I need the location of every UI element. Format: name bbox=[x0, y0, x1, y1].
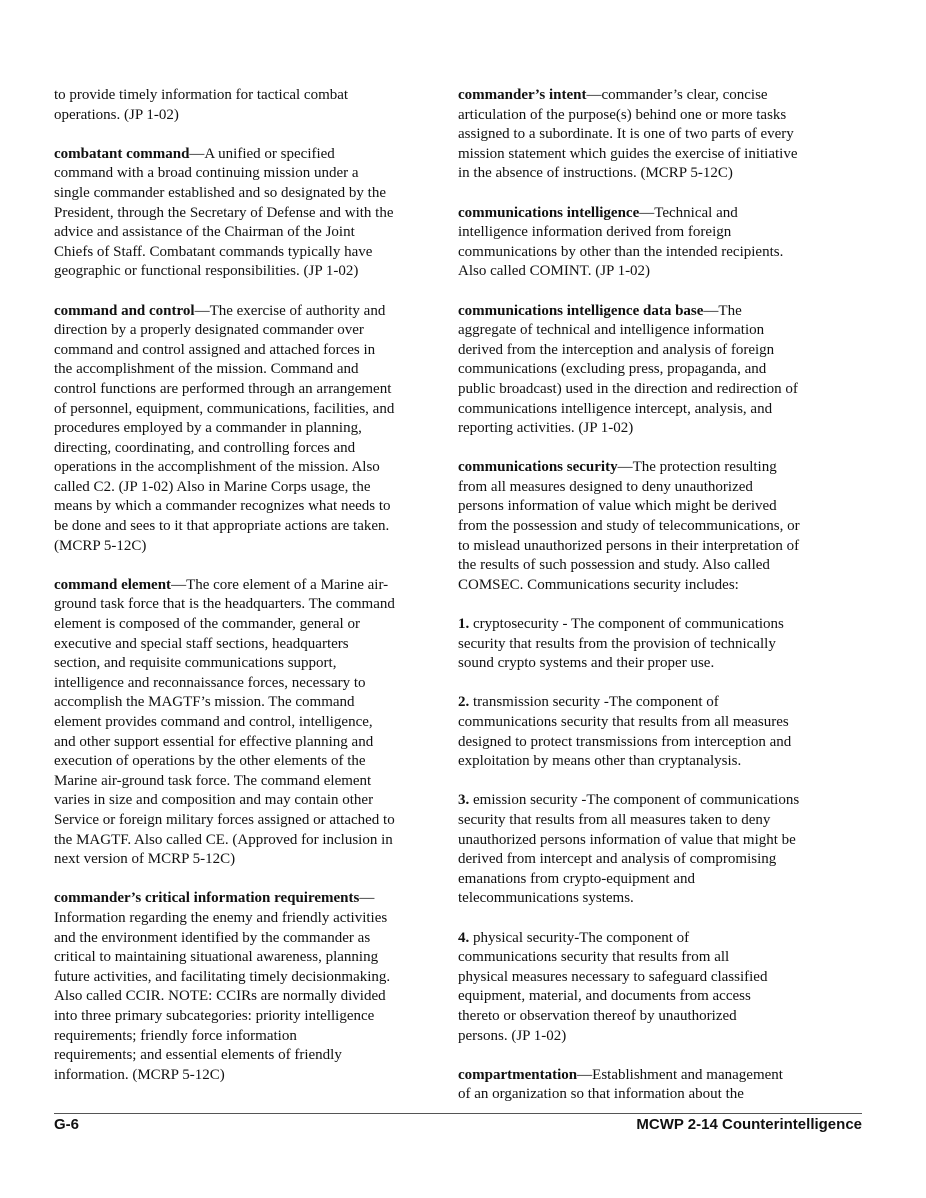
text-line bbox=[458, 889, 848, 909]
text-line bbox=[54, 713, 444, 733]
numbered-item bbox=[458, 693, 848, 771]
glossary-entry bbox=[54, 302, 444, 557]
text-line bbox=[458, 419, 848, 439]
definition-text: physical security-The component of bbox=[469, 929, 690, 946]
text-line bbox=[458, 733, 848, 753]
definition-text: be done and sees to it that appropriate actions are taken. bbox=[54, 518, 390, 535]
definition-text: security that results from all measures taken to deny bbox=[458, 811, 771, 828]
text-line bbox=[458, 262, 848, 282]
definition-text: Chiefs of Staff. Combatant commands typically have bbox=[54, 243, 373, 260]
text-line bbox=[54, 184, 444, 204]
text-line bbox=[458, 243, 848, 263]
text-line bbox=[458, 556, 848, 576]
glossary-term: combatant command bbox=[54, 145, 190, 162]
text-line bbox=[54, 733, 444, 753]
definition-text: security that results from the provision of technically bbox=[458, 635, 776, 652]
glossary-term: 4. bbox=[458, 929, 470, 946]
text-line bbox=[458, 948, 848, 968]
text-line bbox=[54, 615, 444, 635]
text-line bbox=[54, 302, 444, 322]
definition-text: communications by other than the intended recipients. bbox=[458, 243, 784, 260]
text-line bbox=[458, 360, 848, 380]
definition-text: Also called COMINT. (JP 1-02) bbox=[458, 263, 651, 280]
text-line bbox=[54, 929, 444, 949]
definition-text: intelligence and reconnaissance forces, necessary to bbox=[54, 674, 366, 691]
definition-text: sound crypto systems and their proper use. bbox=[458, 655, 715, 672]
text-line bbox=[54, 223, 444, 243]
definition-text: President, through the Secretary of Defense and with the bbox=[54, 204, 394, 221]
text-line bbox=[54, 889, 444, 909]
text-line bbox=[54, 360, 444, 380]
definition-text: —Technical and bbox=[639, 204, 738, 221]
definition-text: reporting activities. (JP 1-02) bbox=[458, 420, 634, 437]
glossary-entry bbox=[458, 86, 848, 184]
definition-text: into three primary subcategories: priority intelligence bbox=[54, 1007, 375, 1024]
definition-text: designed to protect transmissions from interception and bbox=[458, 733, 792, 750]
definition-text: to provide timely information for tactical combat bbox=[54, 87, 349, 103]
text-line bbox=[458, 1027, 848, 1047]
definition-text: accomplish the MAGTF’s mission. The command bbox=[54, 694, 355, 711]
definition-text: transmission security -The component of bbox=[469, 694, 719, 711]
definition-text: Service or foreign military forces assigned or attached to bbox=[54, 811, 395, 828]
definition-text: and the environment identified by the commander as bbox=[54, 929, 371, 946]
text-line bbox=[54, 145, 444, 165]
text-line bbox=[458, 811, 848, 831]
definition-text: exploitation by means other than cryptanalysis. bbox=[458, 753, 742, 770]
publication-title: MCWP 2-14 Counterintelligence bbox=[636, 1116, 862, 1133]
text-line bbox=[458, 497, 848, 517]
text-line bbox=[54, 635, 444, 655]
text-line bbox=[458, 302, 848, 322]
glossary-entry bbox=[54, 576, 444, 870]
definition-text: ground task force that is the headquarters. The command bbox=[54, 596, 395, 613]
glossary-term: 1. bbox=[458, 616, 470, 633]
definition-text: direction by a properly designated commander over bbox=[54, 322, 364, 339]
definition-text: in the absence of instructions. (MCRP 5-12C) bbox=[458, 165, 733, 182]
definition-text: command and control assigned and attached forces in bbox=[54, 341, 376, 358]
definition-text: from the possession and study of telecommunications, or bbox=[458, 518, 800, 535]
definition-text: information. (MCRP 5-12C) bbox=[54, 1066, 225, 1083]
definition-text: —A unified or specified bbox=[189, 145, 335, 162]
text-line bbox=[54, 517, 444, 537]
text-line bbox=[458, 321, 848, 341]
definition-text: communications security that results from all measures bbox=[458, 714, 789, 730]
text-line bbox=[458, 870, 848, 890]
definition-text: derived from intercept and analysis of compromising bbox=[458, 851, 777, 868]
text-line bbox=[54, 204, 444, 224]
text-line bbox=[54, 831, 444, 851]
definition-text: articulation of the purpose(s) behind one or more tasks bbox=[458, 106, 787, 123]
definition-text: from all measures designed to deny unauthorized bbox=[458, 478, 753, 495]
definition-text: future activities, and facilitating timely decisionmaking. bbox=[54, 968, 391, 985]
text-line bbox=[458, 86, 848, 106]
glossary-term: 3. bbox=[458, 792, 470, 809]
text-line bbox=[54, 948, 444, 968]
text-line bbox=[458, 537, 848, 557]
definition-text: means by which a commander recognizes what needs to bbox=[54, 498, 391, 515]
definition-text: derived from the interception and analysis of foreign bbox=[458, 341, 775, 358]
glossary-term: commander’s intent bbox=[458, 87, 587, 103]
text-line bbox=[54, 419, 444, 439]
definition-text: —The core element of a Marine air- bbox=[171, 576, 389, 593]
definition-text: (MCRP 5-12C) bbox=[54, 537, 147, 554]
definition-text: persons information of value which might be derived bbox=[458, 498, 777, 515]
glossary-entry bbox=[458, 458, 848, 595]
text-line bbox=[54, 654, 444, 674]
page-number: G-6 bbox=[54, 1116, 80, 1133]
text-line bbox=[458, 106, 848, 126]
definition-text: executive and special staff sections, headquarters bbox=[54, 635, 349, 652]
text-line bbox=[458, 400, 848, 420]
glossary-term: communications intelligence bbox=[458, 204, 640, 221]
text-line bbox=[54, 772, 444, 792]
definition-text: intelligence information derived from foreign bbox=[458, 224, 732, 241]
text-line bbox=[458, 791, 848, 811]
text-line bbox=[458, 929, 848, 949]
glossary-term: compartmentation bbox=[458, 1066, 578, 1083]
text-line bbox=[458, 1007, 848, 1027]
text-line bbox=[458, 517, 848, 537]
text-line bbox=[458, 693, 848, 713]
text-line bbox=[54, 811, 444, 831]
text-line bbox=[54, 86, 444, 106]
text-line bbox=[54, 262, 444, 282]
text-line bbox=[54, 478, 444, 498]
footer-rule bbox=[54, 1113, 862, 1114]
definition-text: control functions are performed through an arrangement bbox=[54, 380, 392, 397]
definition-text: procedures employed by a commander in planning, bbox=[54, 420, 362, 437]
definition-text: execution of operations by the other elements of the bbox=[54, 753, 366, 770]
glossary-term: command element bbox=[54, 576, 172, 593]
text-line bbox=[458, 204, 848, 224]
definition-text: —Establishment and management bbox=[577, 1066, 783, 1083]
text-line bbox=[458, 831, 848, 851]
glossary-entry bbox=[54, 889, 444, 1085]
definition-text: the accomplishment of the mission. Command and bbox=[54, 361, 359, 378]
definition-text: thereto or observation thereof by unauthorized bbox=[458, 1007, 737, 1024]
definition-text: —The bbox=[703, 302, 742, 319]
glossary-entry bbox=[54, 86, 444, 125]
text-line bbox=[54, 752, 444, 772]
text-line bbox=[458, 654, 848, 674]
text-line bbox=[458, 850, 848, 870]
definition-text: Information regarding the enemy and friendly activities bbox=[54, 909, 388, 926]
text-line bbox=[458, 1066, 848, 1086]
text-line bbox=[54, 909, 444, 929]
text-line bbox=[458, 125, 848, 145]
definition-text: of an organization so that information about the bbox=[458, 1086, 744, 1103]
text-line bbox=[458, 223, 848, 243]
numbered-item bbox=[458, 791, 848, 909]
glossary-term: communications intelligence data base bbox=[458, 302, 704, 319]
text-line bbox=[54, 674, 444, 694]
definition-text: Also called CCIR. NOTE: CCIRs are normally divided bbox=[54, 988, 386, 1005]
text-line bbox=[54, 1007, 444, 1027]
glossary-entry bbox=[458, 1066, 848, 1105]
text-line bbox=[54, 321, 444, 341]
text-line bbox=[54, 497, 444, 517]
definition-text: operations. (JP 1-02) bbox=[54, 106, 179, 123]
definition-text: aggregate of technical and intelligence information bbox=[458, 322, 765, 339]
glossary-entry bbox=[458, 204, 848, 282]
definition-text: —The exercise of authority and bbox=[194, 302, 386, 319]
text-line bbox=[458, 987, 848, 1007]
glossary-term: command and control bbox=[54, 302, 195, 319]
text-line bbox=[54, 106, 444, 126]
definition-text: element is composed of the commander, general or bbox=[54, 616, 360, 633]
definition-text: communications (excluding press, propaganda, and bbox=[458, 361, 767, 378]
definition-text: element provides command and control, intelligence, bbox=[54, 714, 373, 730]
definition-text: emanations from crypto-equipment and bbox=[458, 870, 696, 887]
text-line bbox=[458, 752, 848, 772]
text-line bbox=[54, 243, 444, 263]
definition-text: assigned to a subordinate. It is one of two parts of every bbox=[458, 126, 794, 143]
text-line bbox=[458, 145, 848, 165]
glossary-entry bbox=[54, 145, 444, 282]
definition-text: of personnel, equipment, communications, facilities, and bbox=[54, 400, 395, 417]
definition-text: mission statement which guides the exercise of initiative bbox=[458, 145, 798, 162]
text-line bbox=[54, 595, 444, 615]
definition-text: to mislead unauthorized persons in their interpretation of bbox=[458, 537, 800, 554]
definition-text: —commander’s clear, concise bbox=[586, 87, 768, 103]
definition-text: requirements; and essential elements of friendly bbox=[54, 1047, 342, 1064]
left-column bbox=[54, 86, 444, 1105]
definition-text: — bbox=[359, 890, 375, 907]
text-line bbox=[458, 968, 848, 988]
text-line bbox=[54, 380, 444, 400]
text-line bbox=[54, 576, 444, 596]
definition-text: the MAGTF. Also called CE. (Approved for inclusion in bbox=[54, 831, 393, 848]
definition-text: equipment, material, and documents from access bbox=[458, 988, 751, 1005]
definition-text: advice and assistance of the Chairman of the Joint bbox=[54, 224, 355, 241]
numbered-item bbox=[458, 615, 848, 674]
definition-text: called C2. (JP 1-02) Also in Marine Corps usage, the bbox=[54, 478, 371, 495]
text-line bbox=[458, 615, 848, 635]
text-line bbox=[54, 693, 444, 713]
right-column bbox=[458, 86, 848, 1124]
definition-text: section, and requisite communications support, bbox=[54, 655, 337, 672]
definition-text: command with a broad continuing mission under a bbox=[54, 165, 359, 182]
glossary-entry bbox=[458, 302, 848, 439]
text-line bbox=[54, 164, 444, 184]
numbered-item bbox=[458, 929, 848, 1047]
definition-text: COMSEC. Communications security includes: bbox=[458, 576, 739, 593]
definition-text: next version of MCRP 5-12C) bbox=[54, 851, 236, 868]
definition-text: requirements; friendly force information bbox=[54, 1027, 297, 1044]
text-line bbox=[458, 458, 848, 478]
glossary-term: 2. bbox=[458, 694, 470, 711]
definition-text: Marine air-ground task force. The command element bbox=[54, 772, 372, 789]
text-line bbox=[54, 400, 444, 420]
text-line bbox=[54, 458, 444, 478]
definition-text: operations in the accomplishment of the mission. Also bbox=[54, 459, 380, 476]
definition-text: public broadcast) used in the direction and redirection of bbox=[458, 380, 798, 397]
glossary-term: communications security bbox=[458, 459, 618, 476]
definition-text: physical measures necessary to safeguard classified bbox=[458, 968, 768, 985]
text-line bbox=[54, 987, 444, 1007]
definition-text: telecommunications systems. bbox=[458, 890, 634, 907]
text-line bbox=[54, 968, 444, 988]
definition-text: directing, coordinating, and controlling forces and bbox=[54, 439, 356, 456]
text-line bbox=[54, 537, 444, 557]
text-line bbox=[458, 576, 848, 596]
text-line bbox=[458, 380, 848, 400]
text-line bbox=[458, 713, 848, 733]
definition-text: single commander established and so designated by the bbox=[54, 184, 386, 201]
text-line bbox=[54, 1027, 444, 1047]
glossary-term: commander’s critical information requirements bbox=[54, 890, 360, 907]
definition-text: —The protection resulting bbox=[617, 459, 777, 476]
definition-text: unauthorized persons information of value that might be bbox=[458, 831, 796, 848]
definition-text: varies in size and composition and may contain other bbox=[54, 792, 374, 809]
text-line bbox=[458, 478, 848, 498]
definition-text: critical to maintaining situational awareness, planning bbox=[54, 949, 379, 966]
text-line bbox=[54, 341, 444, 361]
text-line bbox=[458, 164, 848, 184]
definition-text: communications security that results from all bbox=[458, 949, 730, 966]
definition-text: geographic or functional responsibilities. (JP 1-02) bbox=[54, 263, 359, 280]
text-line bbox=[54, 1046, 444, 1066]
definition-text: persons. (JP 1-02) bbox=[458, 1027, 567, 1044]
definition-text: the results of such possession and study. Also called bbox=[458, 557, 770, 574]
definition-text: cryptosecurity - The component of communications bbox=[469, 616, 784, 633]
definition-text: emission security -The component of communications bbox=[469, 792, 800, 809]
text-line bbox=[54, 439, 444, 459]
definition-text: and other support essential for effective planning and bbox=[54, 733, 374, 750]
text-line bbox=[458, 341, 848, 361]
text-line bbox=[458, 1085, 848, 1105]
definition-text: communications intelligence intercept, analysis, and bbox=[458, 400, 773, 417]
text-line bbox=[54, 791, 444, 811]
text-line bbox=[458, 635, 848, 655]
text-line bbox=[54, 850, 444, 870]
text-line bbox=[54, 1066, 444, 1086]
